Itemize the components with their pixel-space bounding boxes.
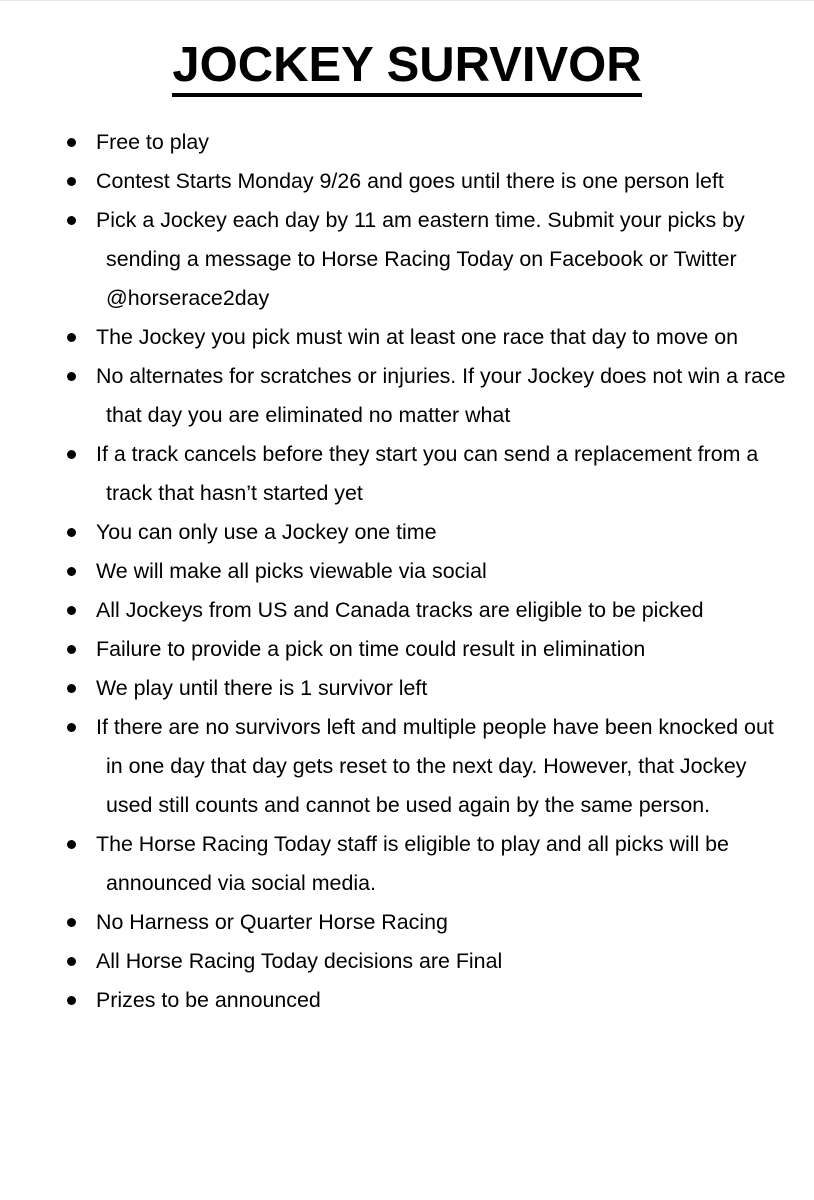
- rule-item: [66, 669, 786, 708]
- bullet-icon: [67, 996, 76, 1005]
- bullet-icon: [67, 957, 76, 966]
- rule-text: All Horse Racing Today decisions are Final: [96, 949, 503, 973]
- rule-text: No alternates for scratches or injuries. If your Jockey does not win a race that day you are eliminated no matter what: [96, 364, 786, 427]
- bullet-icon: [67, 684, 76, 693]
- rule-item: [66, 591, 786, 630]
- rule-text: Failure to provide a pick on time could result in elimination: [96, 637, 646, 661]
- rule-item: [66, 123, 786, 162]
- rule-item: [66, 357, 786, 435]
- rule-text: Prizes to be announced: [96, 988, 321, 1012]
- rule-text: All Jockeys from US and Canada tracks are eligible to be picked: [96, 598, 704, 622]
- rule-text: The Jockey you pick must win at least one race that day to move on: [96, 325, 739, 349]
- bullet-icon: [67, 645, 76, 654]
- bullet-icon: [67, 528, 76, 537]
- rule-item: [66, 708, 786, 825]
- bullet-icon: [67, 567, 76, 576]
- rule-text: No Harness or Quarter Horse Racing: [96, 910, 448, 934]
- rule-text: We play until there is 1 survivor left: [96, 676, 428, 700]
- rule-item: [66, 435, 786, 513]
- bullet-icon: [67, 450, 76, 459]
- bullet-icon: [67, 372, 76, 381]
- rule-text: We will make all picks viewable via social: [96, 559, 487, 583]
- bullet-icon: [67, 333, 76, 342]
- page-title-text: JOCKEY SURVIVOR: [172, 39, 641, 97]
- rule-text: Contest Starts Monday 9/26 and goes until there is one person left: [96, 169, 724, 193]
- bullet-icon: [67, 918, 76, 927]
- rule-item: [66, 630, 786, 669]
- rules-list: [66, 123, 786, 1020]
- bullet-icon: [67, 840, 76, 849]
- bullet-icon: [67, 138, 76, 147]
- rule-text: The Horse Racing Today staff is eligible to play and all picks will be announced via social media.: [96, 832, 729, 895]
- rule-item: [66, 318, 786, 357]
- bullet-icon: [67, 723, 76, 732]
- rule-item: [66, 162, 786, 201]
- rule-item: [66, 981, 786, 1020]
- page-title: [0, 35, 814, 97]
- rule-item: [66, 513, 786, 552]
- bullet-icon: [67, 216, 76, 225]
- bullet-icon: [67, 606, 76, 615]
- rule-text: You can only use a Jockey one time: [96, 520, 437, 544]
- rule-item: [66, 201, 786, 318]
- rule-item: [66, 903, 786, 942]
- rule-text: If a track cancels before they start you can send a replacement from a track that hasn’t started yet: [96, 442, 759, 505]
- rule-item: [66, 552, 786, 591]
- rule-item: [66, 825, 786, 903]
- rule-text: Free to play: [96, 130, 209, 154]
- rule-text: Pick a Jockey each day by 11 am eastern time. Submit your picks by sending a message to Horse Racing Today on Facebook or Twitter @horserace2day: [96, 208, 745, 310]
- bullet-icon: [67, 177, 76, 186]
- rule-item: [66, 942, 786, 981]
- rule-text: If there are no survivors left and multiple people have been knocked out in one day that day gets reset to the next day. However, that Jockey used still counts and cannot be used again by the same person.: [96, 715, 774, 817]
